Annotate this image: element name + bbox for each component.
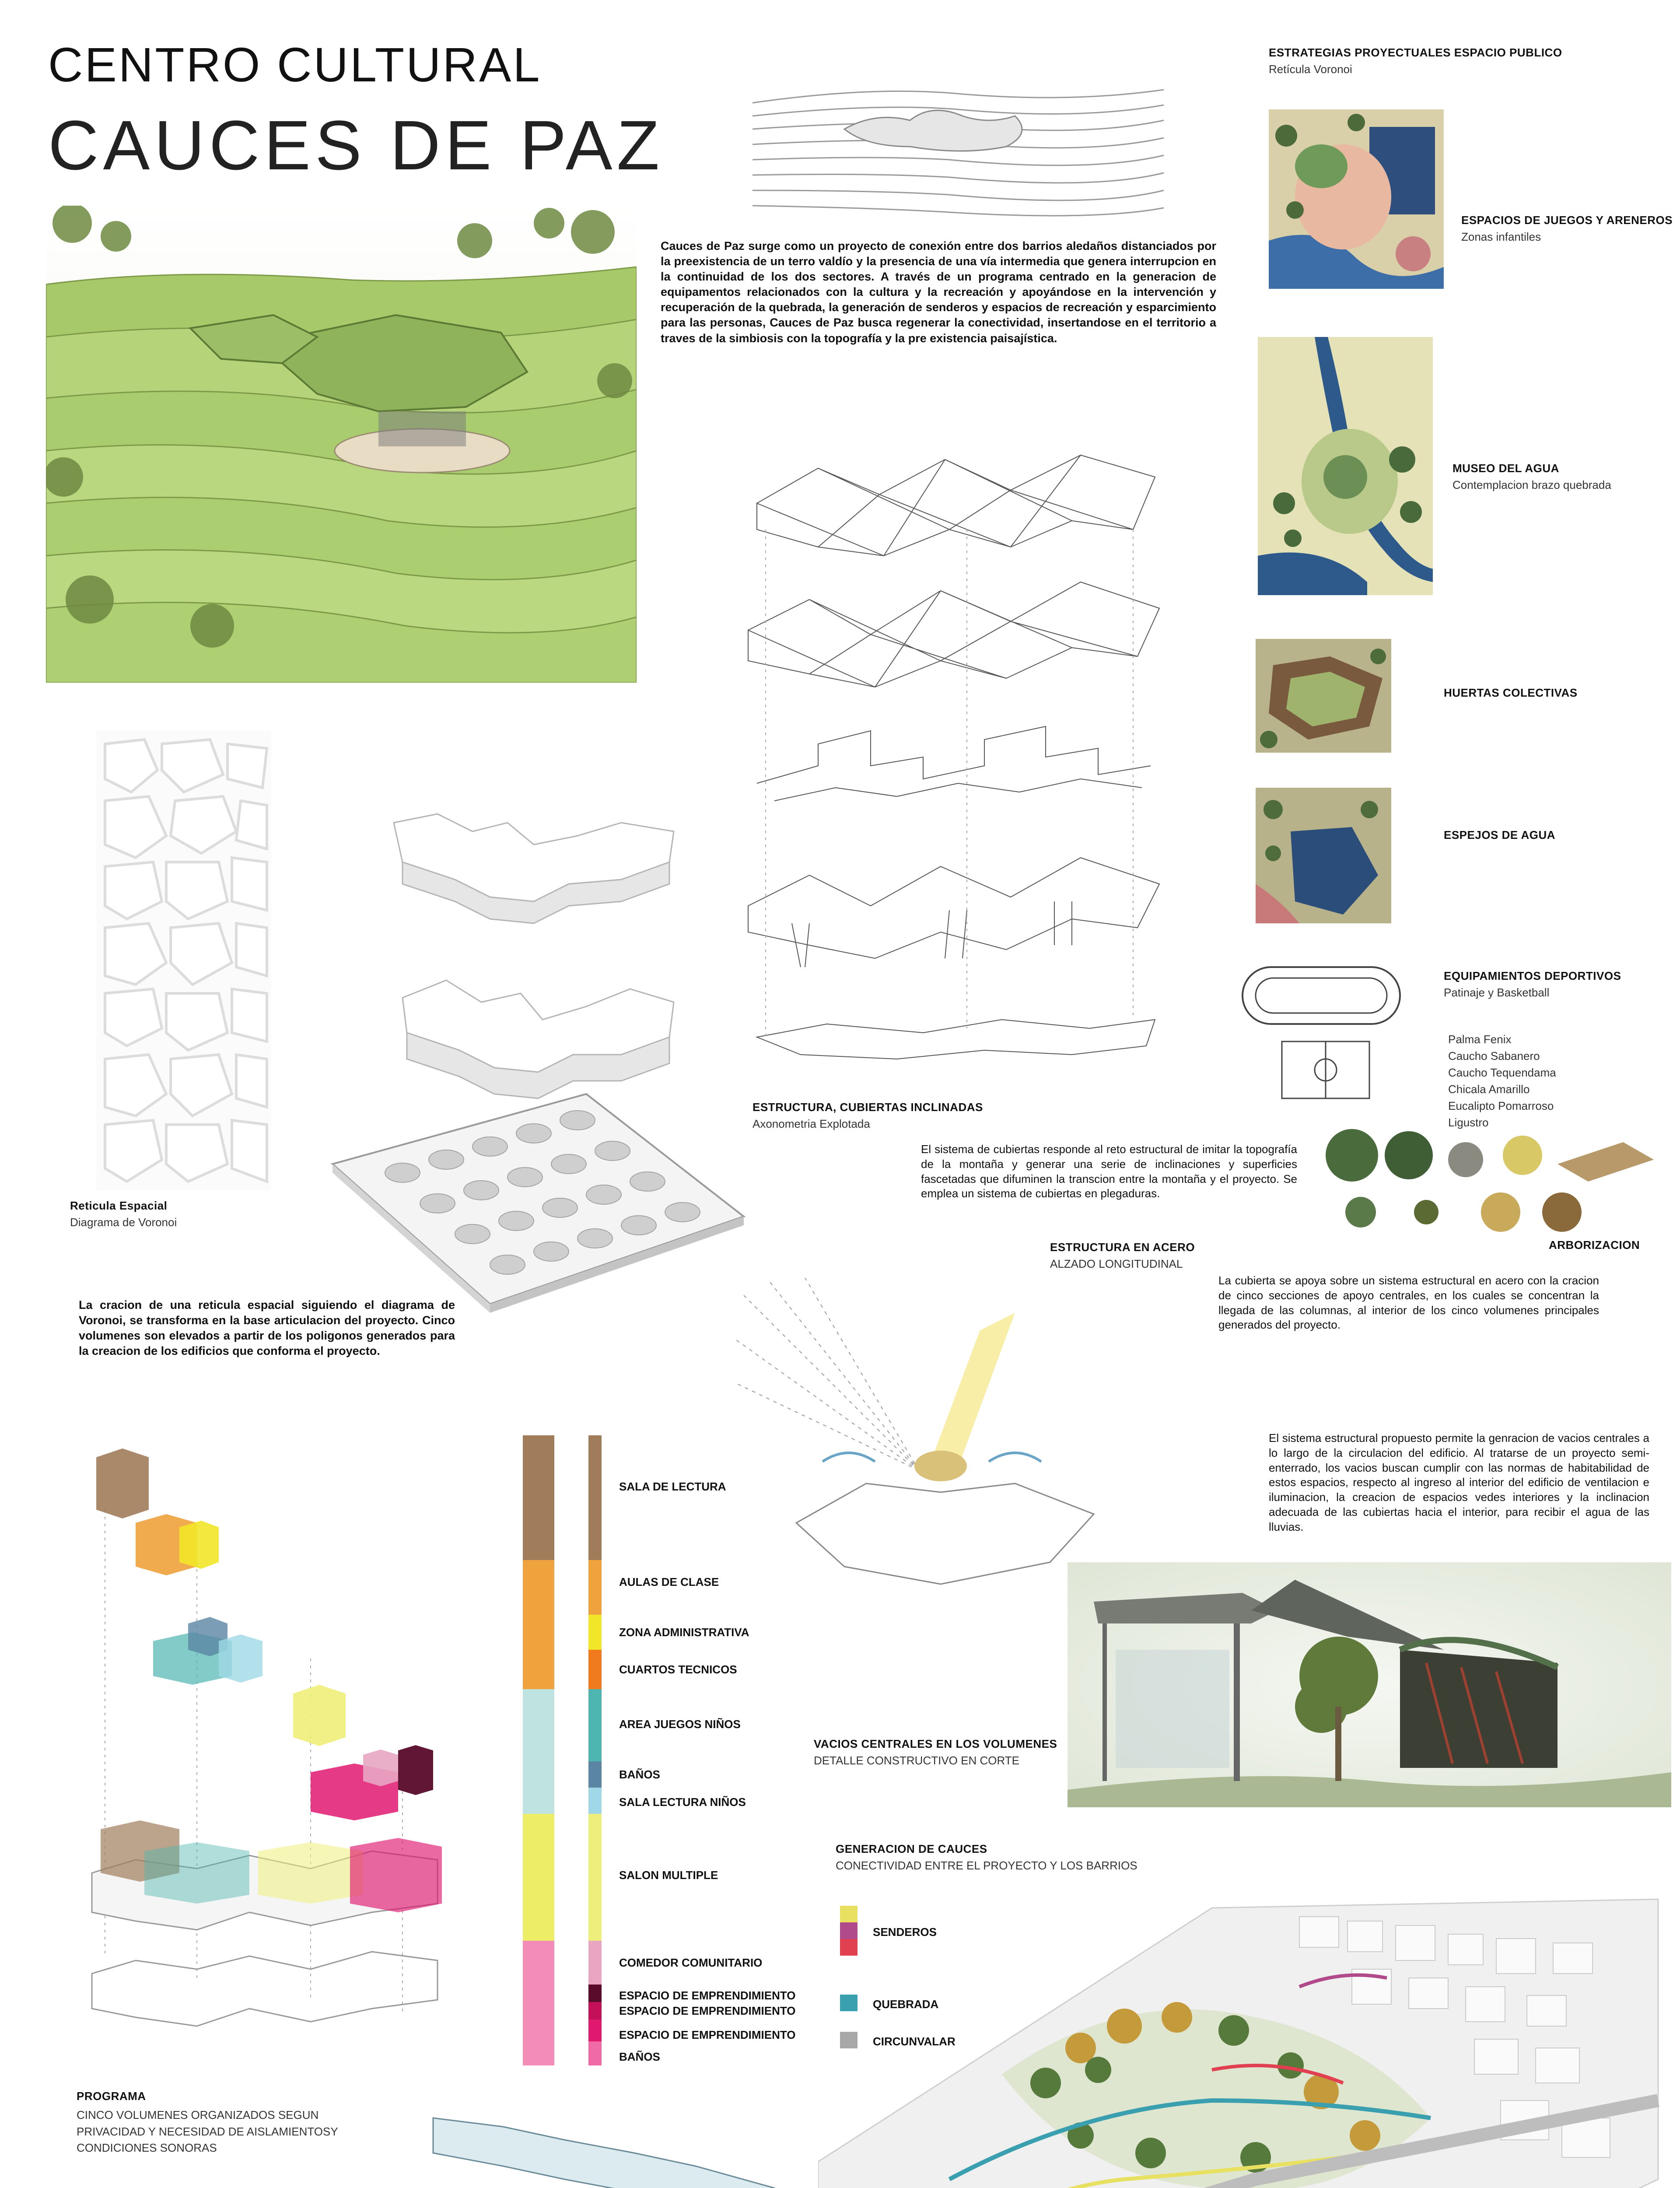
legend-label-9: COMEDOR COMUNITARIO [619, 1956, 763, 1969]
strategy-5-subtitle: Patinaje y Basketball [1444, 986, 1550, 999]
program-subtitle: CINCO VOLUMENES ORGANIZADOS SEGUN PRIVACIDAD Y NECESIDAD DE AISLAMIENTOSY CONDICIONES SONORAS [77, 2108, 338, 2155]
strategy-5-title: EQUIPAMIENTOS DEPORTIVOS [1444, 969, 1621, 982]
arborizacion-label: ARBORIZACION [1549, 1238, 1640, 1252]
voronoi-slab [324, 1085, 752, 1313]
strategy-1-subtitle: Zonas infantiles [1461, 230, 1541, 243]
legend-label-12: ESPACIO DE EMPRENDIMIENTO [619, 2028, 796, 2041]
legend-swatch-13 [588, 2041, 602, 2065]
voids-subtitle: DETALLE CONSTRUCTIVO EN CORTE [814, 1754, 1019, 1767]
program-volumes [66, 1431, 459, 2048]
legend-swatch-5 [588, 1689, 602, 1761]
legend-swatch-9 [588, 1941, 602, 1985]
circulation-diagram [389, 2100, 805, 2188]
legend-label-1: SALA DE LECTURA [619, 1480, 726, 1493]
legend-label-5: AREA JUEGOS NIÑOS [619, 1718, 741, 1731]
cauces-subtitle: CONECTIVIDAD ENTRE EL PROYECTO Y LOS BARRIOS [836, 1859, 1138, 1872]
legend-swatch-3 [588, 1615, 602, 1650]
structure-subtitle: Axonometria Explotada [752, 1117, 870, 1130]
legend-swatch-6 [588, 1761, 602, 1788]
legend-swatch-8 [588, 1814, 602, 1941]
tree-item-5: Eucalipto Pomarroso [1448, 1099, 1554, 1112]
steel-subtitle: ALZADO LONGITUDINAL [1050, 1257, 1183, 1270]
cauces-legend-senderos: SENDEROS [873, 1925, 937, 1939]
topography-model [744, 33, 1172, 225]
structure-title: ESTRUCTURA, CUBIERTAS INCLINADAS [752, 1101, 983, 1114]
strategy-4-title: ESPEJOS DE AGUA [1444, 828, 1556, 842]
tree-item-2: Caucho Sabanero [1448, 1049, 1540, 1062]
voronoi-pattern [96, 731, 271, 1190]
urban-model [818, 1873, 1667, 2188]
legend-swatch-7 [588, 1788, 602, 1814]
legend-label-6: BAÑOS [619, 1768, 660, 1781]
voronoi-subtitle: Diagrama de Voronoi [70, 1216, 177, 1229]
legend-swatch-12 [588, 2020, 602, 2041]
program-bar-reading [523, 1435, 554, 1560]
title-line1: CENTRO CULTURAL [48, 38, 542, 92]
program-title: PROGRAMA [77, 2090, 146, 2103]
cauces-legend-circunvalar: CIRCUNVALAR [873, 2035, 956, 2048]
legend-label-10: ESPACIO DE EMPRENDIMIENTO [619, 1989, 796, 2002]
tree-species-icons [1317, 1125, 1654, 1238]
program-bar-multipurpose [523, 1814, 554, 1941]
legend-label-13: BAÑOS [619, 2050, 660, 2063]
strategy-1-title: ESPACIOS DE JUEGOS Y ARENEROS [1461, 214, 1673, 227]
exploded-axonometry [739, 442, 1181, 1076]
steel-text: La cubierta se apoya sobre un sistema estructural en acero con la cracion de cinco secciones de apoyo centrales, en los cuales se concentran la llegada de las columnas, al interior de los cinco volumenes principales generados del proyecto. [1218, 1274, 1599, 1332]
legend-label-11: ESPACIO DE EMPRENDIMIENTO [619, 2004, 796, 2017]
legend-swatch-1 [588, 1435, 602, 1560]
voids-title: VACIOS CENTRALES EN LOS VOLUMENES [814, 1737, 1057, 1750]
cauces-title: GENERACION DE CAUCES [836, 1842, 987, 1855]
steel-elevation [735, 1278, 1164, 1593]
legend-swatch-2 [588, 1560, 602, 1615]
steel-title: ESTRUCTURA EN ACERO [1050, 1241, 1195, 1254]
strategy-2-title: MUSEO DEL AGUA [1452, 462, 1559, 475]
program-bar-children [523, 1689, 554, 1814]
legend-label-4: CUARTOS TECNICOS [619, 1663, 737, 1676]
cauces-legend-quebrada: QUEBRADA [873, 1998, 939, 2011]
structure-text: El sistema de cubiertas responde al reto estructural de imitar la topografía de la montaña y generar una serie de inclinaciones y superficies fascetadas que difuminen la transcion entre la montaña y el proyecto. Se emplea un sistema de cubiertas en plegaduras. [921, 1143, 1297, 1200]
tree-item-1: Palma Fenix [1448, 1033, 1512, 1046]
strategy-playgrounds-plan [1269, 109, 1444, 289]
legend-swatch-10 [588, 1985, 602, 2002]
legend-label-3: ZONA ADMINISTRATIVA [619, 1626, 749, 1639]
strategy-sports-plan [1238, 963, 1404, 1107]
strategy-water-mirrors-plan [1256, 788, 1391, 923]
strategy-3-title: HUERTAS COLECTIVAS [1444, 686, 1578, 699]
strategy-water-museum-plan [1258, 337, 1433, 595]
section-detail [1068, 1562, 1671, 1807]
voronoi-text: La cracion de una reticula espacial siguiendo el diagrama de Voronoi, se transforma en la base articulacion del proyecto. Cinco volumenes son elevados a partir de los poligonos generados para la creacion de los edificios que conforma el proyecto. [79, 1298, 455, 1358]
tree-item-4: Chicala Amarillo [1448, 1083, 1530, 1096]
legend-swatch-4 [588, 1650, 602, 1689]
intro-text: Cauces de Paz surge como un proyecto de conexión entre dos barrios aledaños distanciados por la preexistencia de un terro valdío y la presencia de una vía intermedia que genera interrupcion en la continuidad de los dos sectores. A través de un programa centrado en la generacion de equipamentos relacionados con la cultura y la recreación y apoyándose en la intervención y recuperación de la quebrada, la generación de senderos y espacios de recreación y esparcimiento para las personas, Cauces de Paz busca regenerar la conectividad, insertandose en el territorio a traves de la simbiosis con la topografía y la pre existencia paisajística. [661, 239, 1216, 345]
legend-label-8: SALON MULTIPLE [619, 1869, 718, 1882]
program-bar-dining [523, 1941, 554, 2065]
strategy-gardens-plan [1256, 639, 1391, 753]
strategies-title: ESTRATEGIAS PROYECTUALES ESPACIO PUBLICO [1269, 46, 1562, 59]
legend-label-7: SALA LECTURA NIÑOS [619, 1795, 746, 1809]
title-line2: CAUCES DE PAZ [48, 106, 664, 184]
strategies-subtitle: Retícula Voronoi [1269, 63, 1352, 76]
hero-render [46, 206, 637, 683]
voids-text: El sistema estructural propuesto permite la genracion de vacios centrales a lo largo de la circulacion del edificio. Al tratarse de un proyecto semi-enterrado, los vacios buscan cumplir con las normas de habitabilidad de estos espacios, respecto al ingreso al interior del edificio de ventilacion e iluminacion, la creacion de espacios vedes interiores y la inclinacion adecuada de las cubiertas hacia el interior, para recibir el agua de las lluvias. [1269, 1431, 1649, 1533]
legend-label-2: AULAS DE CLASE [619, 1575, 719, 1588]
program-bar-classrooms [523, 1560, 554, 1689]
voronoi-title: Reticula Espacial [70, 1199, 168, 1212]
legend-swatch-11 [588, 2002, 602, 2020]
tree-item-6: Ligustro [1448, 1116, 1489, 1129]
tree-item-3: Caucho Tequendama [1448, 1066, 1556, 1079]
strategy-2-subtitle: Contemplacion brazo quebrada [1452, 478, 1611, 491]
